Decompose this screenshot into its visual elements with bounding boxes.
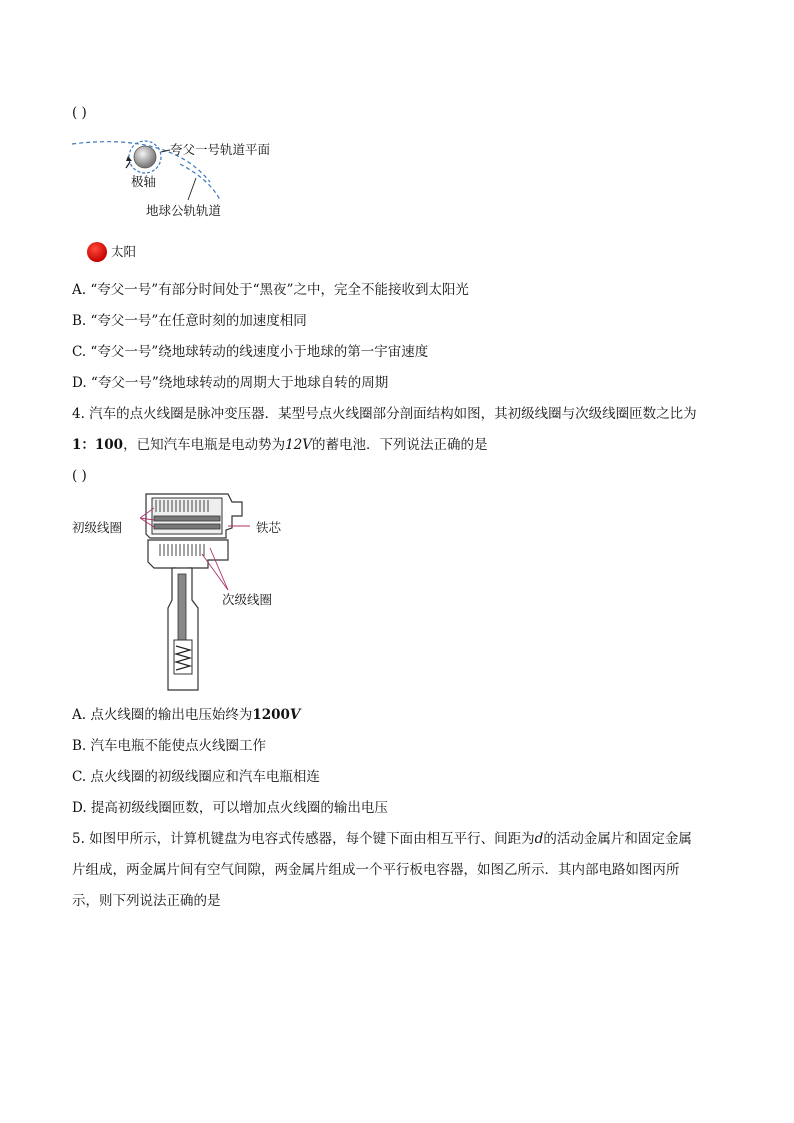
- output-voltage-value: 1200: [252, 707, 290, 723]
- spacing-variable: d: [534, 831, 544, 847]
- q4-option-c: C. 点火线圈的初级线圈应和汽车电瓶相连: [72, 769, 320, 785]
- q4-option-a: A. 点火线圈的输出电压始终为1200V: [72, 707, 301, 723]
- orbit-plane-label: 夸父一号轨道平面: [170, 142, 271, 157]
- q4-stem-line1: 4. 汽车的点火线圈是脉冲变压器．某型号点火线圈部分剖面结构如图，其初级线圈与次级线圈匝数之比为: [72, 406, 697, 422]
- q4-answer-paren: ( ): [72, 468, 87, 484]
- secondary-coil-label: 次级线圈: [222, 592, 273, 607]
- q4-option-d: D. 提高初级线圈匝数，可以增加点火线圈的输出电压: [72, 800, 388, 816]
- q4-stem-line2: 1：100，已知汽车电瓶是电动势为12V的蓄电池．下列说法正确的是: [72, 437, 488, 453]
- q5-stem-line1: 5. 如图甲所示，计算机键盘为电容式传感器，每个键下面由相互平行、间距为d的活动金属片和固定金属: [72, 831, 692, 847]
- output-voltage-unit: V: [289, 707, 301, 723]
- iron-core-label: 铁芯: [256, 520, 282, 535]
- sun-icon: [85, 240, 109, 264]
- earth-orbit-label: 地球公轨轨道: [146, 203, 222, 218]
- q5-stem-line3: 示，则下列说法正确的是: [72, 893, 221, 909]
- primary-coil-label: 初级线圈: [72, 520, 123, 535]
- q3-option-b: B. “夸父一号”在任意时刻的加速度相同: [72, 313, 307, 329]
- q3-option-c: C. “夸父一号”绕地球转动的线速度小于地球的第一宇宙速度: [72, 344, 429, 360]
- q4-option-b: B. 汽车电瓶不能使点火线圈工作: [72, 738, 267, 754]
- turns-ratio: 1：100: [72, 437, 124, 453]
- q3-answer-paren: ( ): [72, 105, 87, 121]
- q3-option-a: A. “夸父一号”有部分时间处于“黑夜”之中，完全不能接收到太阳光: [72, 282, 469, 298]
- q5-stem-line2: 片组成，两金属片间有空气间隙，两金属片组成一个平行板电容器，如图乙所示．其内部电路如图丙所: [72, 862, 680, 878]
- emf-value: 12: [285, 437, 303, 453]
- polar-axis-label: 极轴: [131, 174, 157, 189]
- emf-unit: V: [302, 437, 313, 453]
- q3-option-d: D. “夸父一号”绕地球转动的周期大于地球自转的周期: [72, 375, 389, 391]
- sun-label: 太阳: [111, 244, 137, 259]
